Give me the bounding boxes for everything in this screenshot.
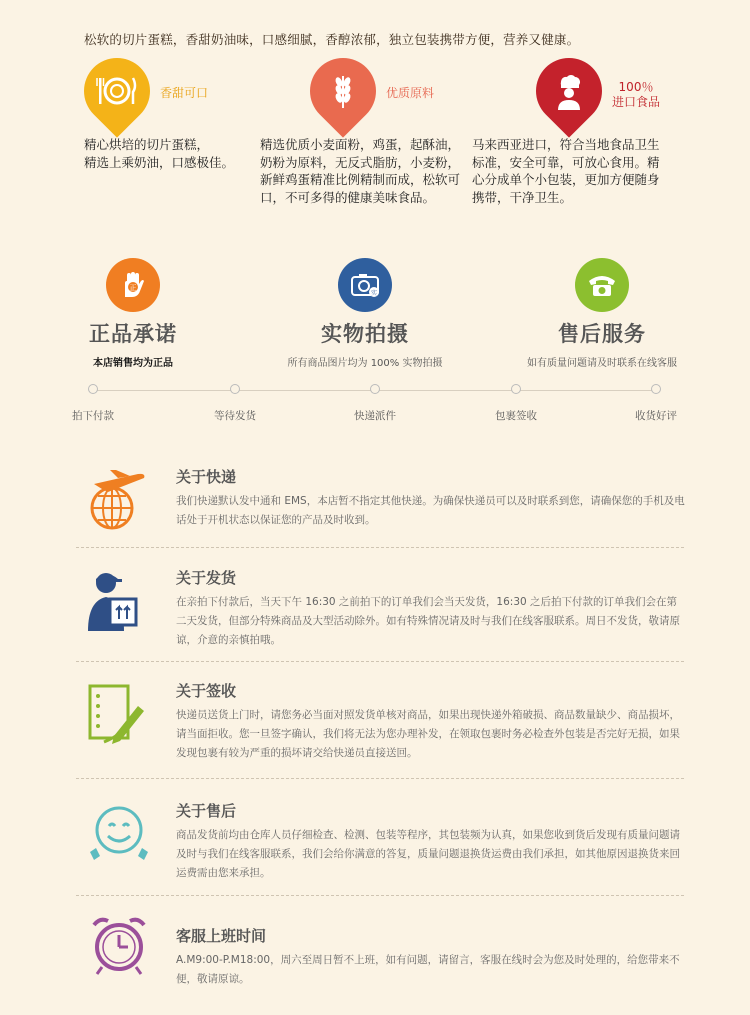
step-label: 收货好评 bbox=[635, 410, 677, 422]
divider bbox=[76, 778, 684, 779]
step-item bbox=[53, 384, 133, 423]
chef-icon bbox=[546, 68, 592, 114]
feature-label: 优质原料 bbox=[386, 86, 435, 100]
step-label: 快递派件 bbox=[354, 410, 396, 422]
service-title: 售后服务 bbox=[558, 322, 646, 346]
service-aftersales bbox=[502, 258, 702, 369]
step-dot bbox=[230, 384, 240, 394]
divider bbox=[76, 547, 684, 548]
feature-desc: 精选优质小麦面粉，鸡蛋，起酥油，奶粉为原料，无反式脂肪，小麦粉，新鲜鸡蛋精准比例精制而成，松软可口，不可多得的健康美味食品。 bbox=[260, 137, 461, 205]
feature-badge bbox=[522, 44, 615, 137]
plane-globe-icon bbox=[84, 466, 154, 536]
divider bbox=[76, 895, 684, 896]
step-dot bbox=[651, 384, 661, 394]
service-subtitle: 本店销售均为正品 bbox=[93, 358, 173, 369]
feature-badge bbox=[70, 44, 163, 137]
info-text: 商品发货前均由仓库人员仔细检查、检测、包装等程序，其包装频为认真，如果您收到货后发现有质量问题请及时与我们在线客服联系，我们会给你满意的答复，质量问题退换货运费由我们承担，如其他原因退换货来回运费需由您来承担。 bbox=[176, 829, 680, 879]
info-title: 关于快递 bbox=[176, 468, 237, 486]
step-item bbox=[616, 384, 696, 423]
camera-icon bbox=[347, 267, 383, 303]
telephone-icon bbox=[584, 267, 620, 303]
service-subtitle: 如有质量问题请及时联系在线客服 bbox=[527, 358, 677, 369]
step-item bbox=[335, 384, 415, 423]
feature-label: 香甜可口 bbox=[160, 86, 209, 100]
step-dot bbox=[511, 384, 521, 394]
feature-badge bbox=[296, 44, 389, 137]
intro-text: 松软的切片蛋糕，香甜奶油味，口感细腻，香醇浓郁，独立包装携带方便，营养又健康。 bbox=[84, 32, 580, 47]
info-title: 关于发货 bbox=[176, 569, 237, 587]
feature-desc: 马来西亚进口，符合当地食品卫生标准，安全可靠，可放心食用。精心分成单个小包装，更加方便随身携带，干净卫生。 bbox=[472, 137, 660, 205]
info-text: 我们快递默认发中通和 EMS，本店暂不指定其他快递。为确保快递员可以及时联系到您，请确保您的手机及电话处于开机状态以保证您的产品及时收到。 bbox=[176, 495, 685, 526]
step-item bbox=[195, 384, 275, 423]
plate-cutlery-icon bbox=[94, 68, 140, 114]
info-title: 客服上班时间 bbox=[176, 927, 267, 945]
info-text: 在亲拍下付款后，当天下午 16:30 之前拍下的订单我们会当天发货，16:30 之后拍下付款的订单我们会在第二天发货，但部分特殊商品及大型活动除外。如有特殊情况请及时与我们在线客服联系。周日不发货，敬请原谅，介意的亲慎拍哦。 bbox=[176, 596, 680, 646]
service-badge bbox=[575, 258, 629, 312]
service-subtitle: 所有商品图片均为 100% 实物拍摄 bbox=[287, 358, 443, 369]
info-title: 关于售后 bbox=[176, 802, 237, 820]
step-dot bbox=[88, 384, 98, 394]
hand-genuine-icon bbox=[115, 267, 151, 303]
service-title: 正品承诺 bbox=[89, 322, 177, 346]
step-label: 包裹签收 bbox=[495, 410, 537, 422]
feature-desc: 精心烘培的切片蛋糕， 精选上乘奶油，口感极佳。 bbox=[84, 137, 235, 170]
feature-label: 100％ 进口食品 bbox=[612, 80, 661, 109]
service-genuine bbox=[33, 258, 233, 369]
alarm-clock-icon bbox=[84, 909, 154, 979]
service-badge bbox=[106, 258, 160, 312]
svg-text:正: 正 bbox=[129, 284, 137, 292]
info-text: 快递员送货上门时，请您务必当面对照发货单核对商品，如果出现快递外箱破损、商品数量缺少、商品损坏，请当面拒收。您一旦签字确认，我们将无法为您办理补发，在领取包裹时务必检查外包装是否完好无损，如果发现包裹有较为严重的损坏请交给快递员直接送回。 bbox=[176, 709, 680, 759]
service-photo bbox=[265, 258, 465, 369]
sign-pen-icon bbox=[84, 680, 154, 750]
smiley-icon bbox=[84, 800, 154, 870]
info-title: 关于签收 bbox=[176, 682, 237, 700]
service-badge bbox=[338, 258, 392, 312]
step-label: 拍下付款 bbox=[72, 410, 114, 422]
wheat-icon bbox=[320, 68, 366, 114]
step-item bbox=[476, 384, 556, 423]
info-text: A.M9:00-P.M18:00，周六至周日暂不上班，如有问题，请留言，客服在线时会为您及时处理的，给您带来不便，敬请原谅。 bbox=[176, 954, 680, 985]
step-dot bbox=[370, 384, 380, 394]
divider bbox=[76, 661, 684, 662]
step-label: 等待发货 bbox=[214, 410, 256, 422]
courier-icon bbox=[84, 567, 154, 637]
svg-text:实: 实 bbox=[370, 290, 378, 297]
service-title: 实物拍摄 bbox=[321, 322, 409, 346]
